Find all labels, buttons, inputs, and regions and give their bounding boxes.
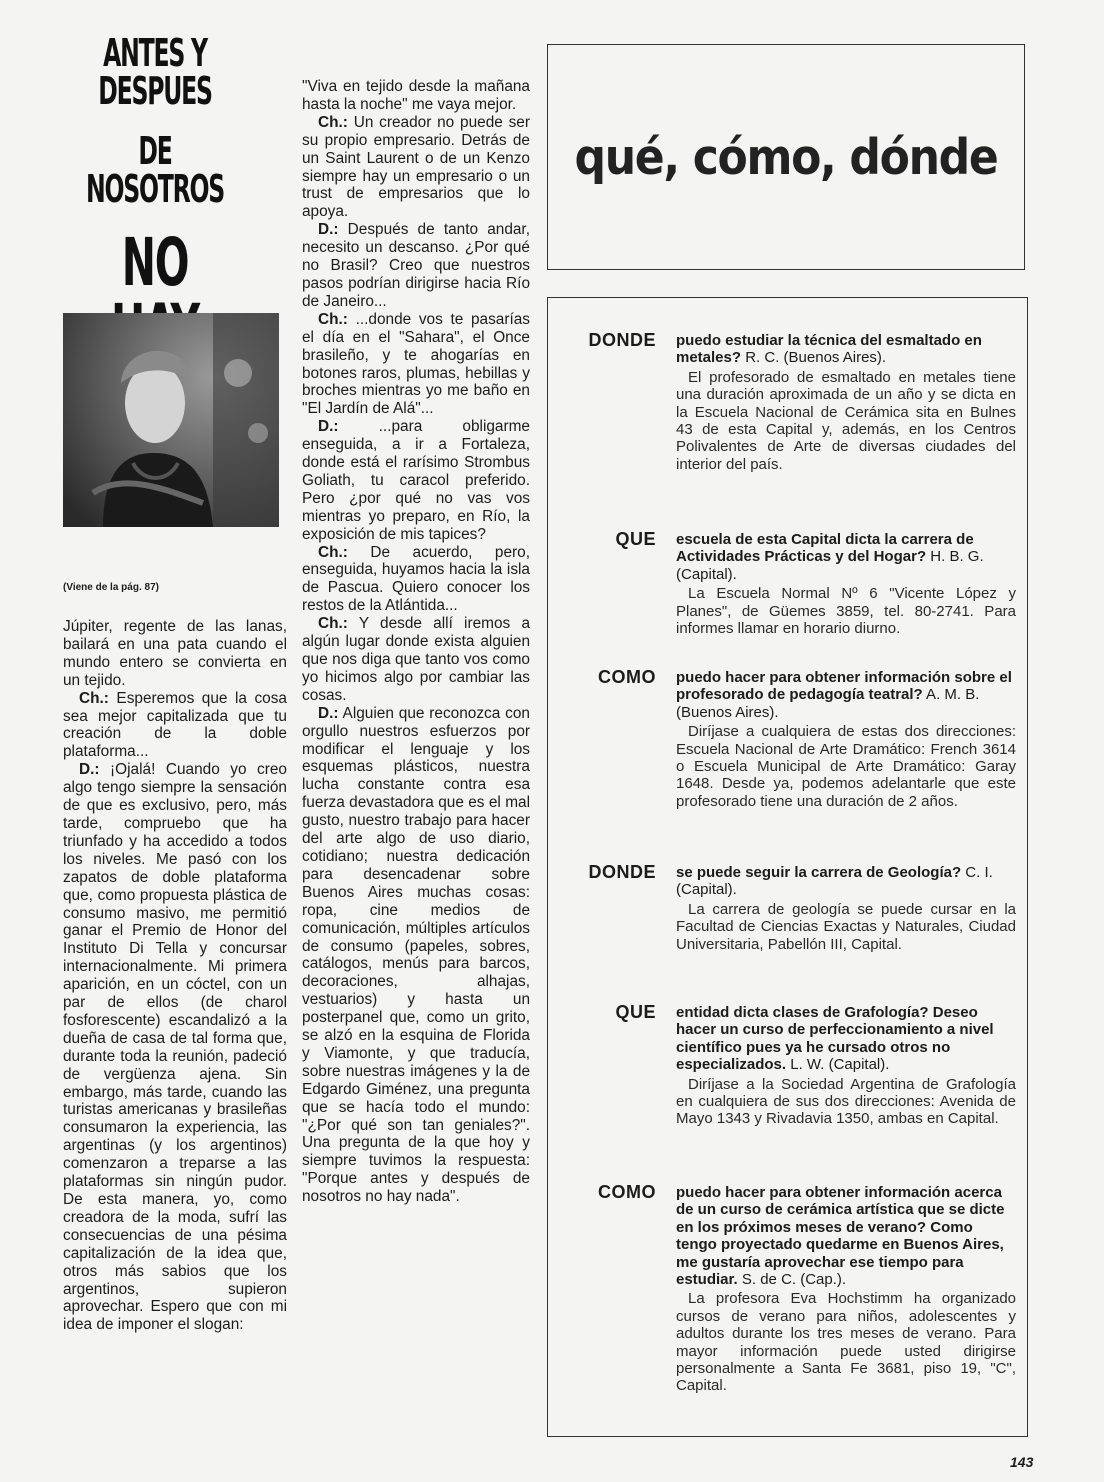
speaker-label: Ch.: bbox=[318, 615, 348, 633]
speaker-label: D.: bbox=[318, 418, 339, 436]
paragraph bbox=[302, 311, 530, 418]
qa-body bbox=[676, 1184, 1016, 1395]
paragraph bbox=[302, 221, 530, 311]
qa-body bbox=[676, 1004, 1016, 1128]
asker: C. I. (Capital). bbox=[676, 864, 993, 899]
headline-line-1: ANTES Y DESPUES bbox=[98, 31, 212, 113]
qa-tag: DONDE bbox=[588, 330, 656, 350]
page-number: 143 bbox=[1010, 1454, 1034, 1470]
paragraph bbox=[302, 114, 530, 221]
paragraph-text: Alguien que reconozca con orgullo nuestros esfuerzos por modificar el lenguaje y los esquemas plásticos, nuestra lucha constante contra esa fuerza devastadora que es el mal gusto, nuestro trabajo para hacer del arte algo de uso diario, cotidiano; nuestra dedicación para desencadenar sobre Buenos Aires muchas cosas: ropa, cine medios de comunicación, múltiples artículos de consumo (papeles, sobres, catálogos, menús para barcos, decoraciones, alhajas, vestuarios) y hasta un posterpanel que, como un grito, se alzó en la esquina de Florida y Viamonte, y que traducía, sobre nuestras imágenes y la de Edgardo Giménez, una pregunta que se hacía todo el mundo: "¿Por qué son tan geniales?". Una pregunta de la que hoy y siempre tuvimos la respuesta: "Porque antes y después de nosotros no hay nada". bbox=[302, 704, 530, 1206]
paragraph-text: ...para obligarme enseguida, a ir a Fortaleza, donde está el rarísimo Strombus Goliath, tu caracol preferido. Pero ¿por qué no vas vos mientras yo preparo, en Río, la exposición de mis tapices? bbox=[302, 418, 530, 543]
qa-box bbox=[547, 297, 1028, 1437]
article-column-1 bbox=[63, 618, 287, 1334]
paragraph: "Viva en tejido desde la mañana hasta la noche" me vaya mejor. bbox=[302, 78, 530, 113]
paragraph bbox=[302, 615, 530, 705]
paragraph bbox=[302, 705, 530, 1206]
question-text: puedo estudiar la técnica del esmaltado en metales? bbox=[676, 332, 982, 367]
paragraph bbox=[302, 544, 530, 616]
paragraph-text: De acuerdo, pero, enseguida, huyamos hacia la isla de Pascua. Quiero conocer los restos de la Atlántida... bbox=[302, 543, 530, 615]
question-text: puedo hacer para obtener información sobre el profesorado de pedagogía teatral? bbox=[676, 669, 1012, 704]
question-text: entidad dicta clases de Grafología? Deseo hacer un curso de perfeccionamiento a nivel científico pues ya he cursado otros no especializados. bbox=[676, 1004, 994, 1074]
paragraph-text: Y desde allí iremos a algún lugar donde exista alguien que nos diga que tanto vos como yo hicimos algo por cambiar las cosas. bbox=[302, 615, 530, 704]
qa-answer: La Escuela Normal Nº 6 "Vicente López y Planes", de Güemes 3859, tel. 80-2741. Para informes llamar en horario diurno. bbox=[676, 585, 1016, 638]
paragraph-text: Después de tanto andar, necesito un descanso. ¿Por qué no Brasil? Creo que nuestros pasos podrían dirigirse hacia Río de Janeiro... bbox=[302, 221, 530, 310]
headline-line-2: DE NOSOTROS bbox=[85, 129, 225, 211]
qa-tag: COMO bbox=[598, 667, 656, 687]
asker: S. de C. (Cap.). bbox=[737, 1271, 847, 1289]
question-text: se puede seguir la carrera de Geología? bbox=[676, 864, 962, 881]
asker: H. B. G. (Capital). bbox=[676, 548, 984, 583]
qa-tag: QUE bbox=[615, 529, 656, 549]
speaker-label: D.: bbox=[318, 704, 339, 722]
speaker-label: Ch.: bbox=[79, 689, 109, 707]
paragraph-text: Un creador no puede ser su propio empresario. Detrás de un Saint Laurent o de un Kenzo siempre hay un empresario o un trust de empresarios que lo apoya. bbox=[302, 113, 530, 221]
question-text: puedo hacer para obtener información acerca de un curso de cerámica artística que se dicte en los próximos meses de verano? Como tengo proyectado quedarme en Buenos Aires, me gustaría aprovechar ese tiempo para estudiar. bbox=[676, 1184, 1005, 1289]
asker: A. M. B. (Buenos Aires). bbox=[676, 686, 980, 721]
headline-line-3: NO bbox=[121, 224, 189, 301]
article-column-2 bbox=[302, 78, 530, 1206]
speaker-label: D.: bbox=[79, 761, 100, 779]
qa-body bbox=[676, 531, 1016, 637]
qa-tag: COMO bbox=[598, 1182, 656, 1202]
qa-answer: Diríjase a cualquiera de estas dos direcciones: Escuela Nacional de Arte Dramático: French 3614 o Escuela Municipal de Arte Dramático: Garay 1648. Desde ya, podemos adelantarle que este profesorado tiene una duración de 2 años. bbox=[676, 723, 1016, 810]
paragraph-text: ...donde vos te pasarías el día en el "Sahara", el Once brasileño, y te ahogarías en botones raros, plumas, hebillas y broches mientras yo me baño en "El Jardín de Alá"... bbox=[302, 310, 530, 418]
continued-from-note: (Viene de la pág. 87) bbox=[63, 582, 159, 593]
speaker-label: Ch.: bbox=[318, 310, 348, 328]
qa-body bbox=[676, 332, 1016, 473]
speaker-label: Ch.: bbox=[318, 113, 348, 131]
qa-question bbox=[676, 1004, 1016, 1074]
qa-answer: La carrera de geología se puede cursar en la Facultad de Ciencias Exactas y Naturales, Ciudad Universitaria, Pabellón III, Capital. bbox=[676, 900, 1016, 953]
qa-body bbox=[676, 669, 1016, 810]
qa-question bbox=[676, 332, 1016, 367]
asker: R. C. (Buenos Aires). bbox=[741, 349, 887, 367]
qa-body bbox=[676, 864, 1016, 953]
question-text: escuela de esta Capital dicta la carrera de Actividades Prácticas y del Hogar? bbox=[676, 531, 974, 566]
qa-answer: Diríjase a la Sociedad Argentina de Grafología en cualquiera de sus dos direcciones: Avenida de Mayo 1343 y Rivadavia 1350, ambas en Capital. bbox=[676, 1075, 1016, 1128]
qa-tag: DONDE bbox=[588, 862, 656, 882]
qa-question bbox=[676, 864, 1016, 899]
portrait-photo bbox=[63, 313, 279, 527]
paragraph bbox=[63, 690, 287, 762]
paragraph-text: Esperemos que la cosa sea mejor capitalizada que tu creación de la doble plataforma... bbox=[63, 689, 287, 761]
qa-tag: QUE bbox=[615, 1002, 656, 1022]
section-title: qué, cómo, dónde bbox=[574, 128, 998, 186]
qa-answer: El profesorado de esmaltado en metales tiene una duración aproximada de un año y se dicta en la Escuela Nacional de Cerámica sita en Bulnes 43 de esta Capital y, además, en los Centros Polivalentes de Arte de diversas ciudades del interior del país. bbox=[676, 368, 1016, 473]
qa-answer: La profesora Eva Hochstimm ha organizado cursos de verano para niños, adolescentes y adultos durante los tres meses de verano. Para mayor información puede usted dirigirse personalmente a Santa Fe 3681, piso 19, "C", Capital. bbox=[676, 1290, 1016, 1395]
asker: L. W. (Capital). bbox=[786, 1056, 890, 1074]
qa-question bbox=[676, 669, 1016, 721]
paragraph bbox=[63, 761, 287, 1334]
section-title-box bbox=[547, 44, 1025, 270]
speaker-label: D.: bbox=[318, 221, 339, 239]
qa-question bbox=[676, 531, 1016, 583]
speaker-label: Ch.: bbox=[318, 543, 348, 561]
paragraph bbox=[302, 418, 530, 543]
paragraph-text: ¡Ojalá! Cuando yo creo algo tengo siempre la sensación de que es exclusivo, pero, más tarde, compruebo que ha triunfado y ha accedido a todos los niveles. Me pasó con los zapatos de doble plataforma que, como propuesta plástica de consumo masivo, me permitió ganar el Premio de Honor del Instituto Di Tella y concursar internacionalmente. Mi primera aparición, en un cóctel, con un par de ellos (de charol fosforescente) escandalizó a la dueña de casa de tal forma que, durante toda la reunión, padeció de vergüenza ajena. Sin embargo, más tarde, cuando las turistas americanas y brasileñas consumaron la experiencia, las argentinas (y los argentinos) comenzaron a treparse a las plataformas sin ningún pudor. De esta manera, yo, como creadora de la moda, sufrí las consecuencias de una pésima capitalización de la idea que, otros más sabios que los argentinos, supieron aprovechar. Espero que con mi idea de imponer el slogan: bbox=[63, 761, 287, 1334]
paragraph: Júpiter, regente de las lanas, bailará en una pata cuando el mundo entero se convierta en un tejido. bbox=[63, 618, 287, 689]
qa-question bbox=[676, 1184, 1016, 1288]
